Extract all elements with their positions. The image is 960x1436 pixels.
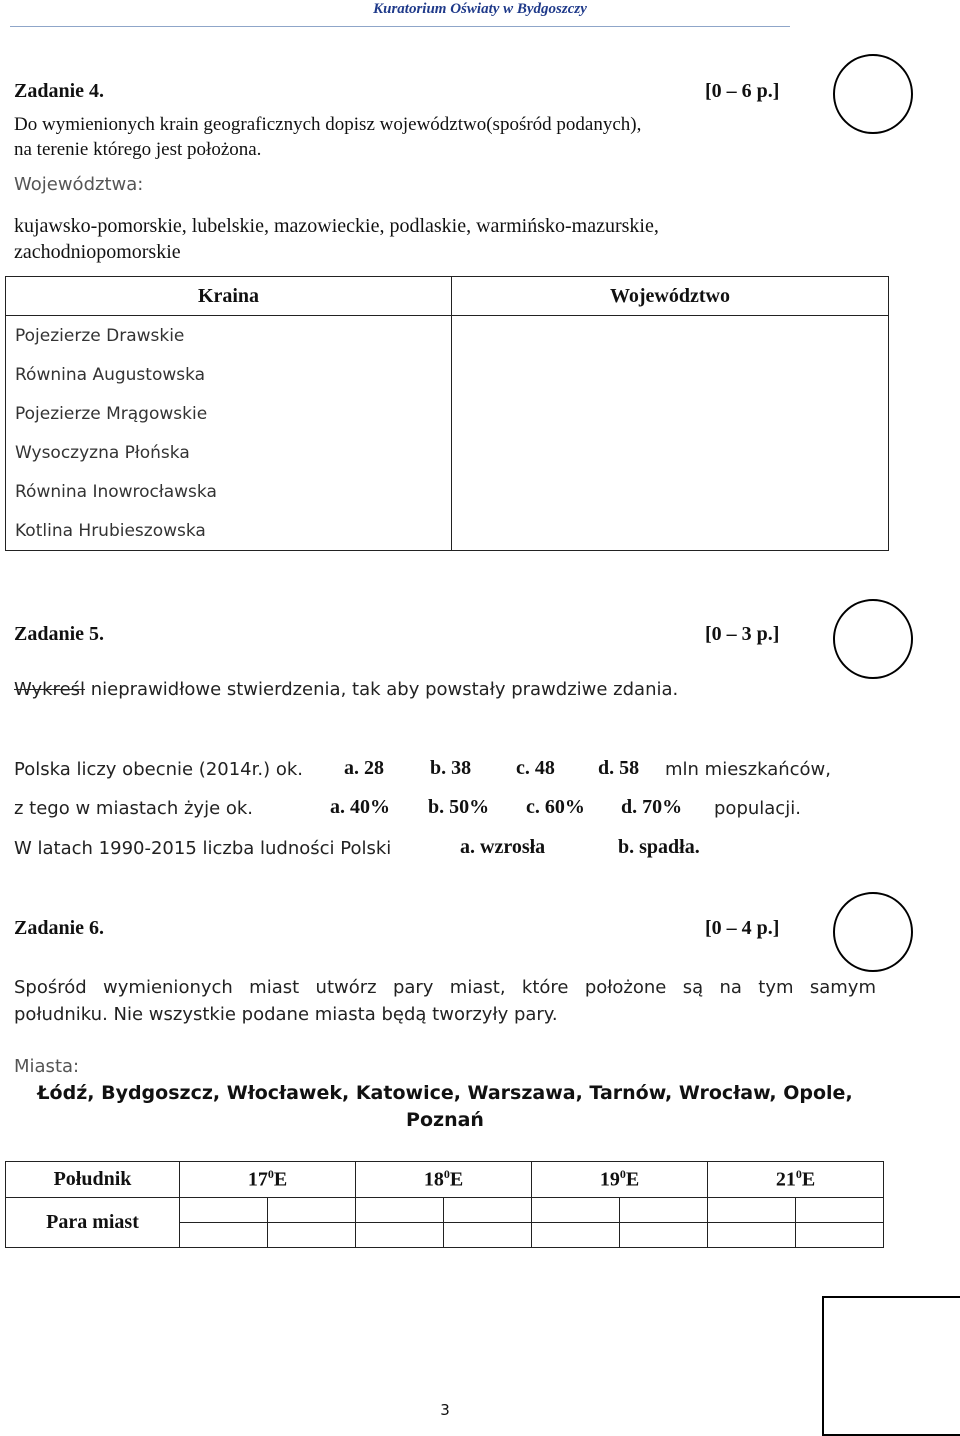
city-pair-answer-cell[interactable] <box>796 1198 884 1223</box>
region-cell: Kotlina Hrubieszowska <box>6 511 452 551</box>
statement2-option-c[interactable]: c. 60% <box>526 796 585 818</box>
region-cell: Równina Inowrocławska <box>6 472 452 511</box>
city-pair-answer-cell[interactable] <box>268 1198 356 1223</box>
strike-word: Wykreśl <box>14 679 86 700</box>
header-divider <box>10 26 790 27</box>
statement3-text: W latach 1990-2015 liczba ludności Polski <box>14 838 392 859</box>
statement2-option-b[interactable]: b. 50% <box>428 796 490 818</box>
statement1-option-d[interactable]: d. 58 <box>598 757 640 779</box>
task6-title: Zadanie 6. <box>14 917 105 939</box>
city-pair-answer-cell[interactable] <box>444 1223 532 1248</box>
statement1-option-c[interactable]: c. 48 <box>516 757 555 779</box>
city-pair-answer-cell[interactable] <box>796 1223 884 1248</box>
city-pair-answer-cell[interactable] <box>532 1198 620 1223</box>
city-pair-answer-cell[interactable] <box>444 1198 532 1223</box>
city-pair-answer-cell[interactable] <box>180 1198 268 1223</box>
voivodeship-answer-cell[interactable] <box>452 433 889 472</box>
region-cell: Pojezierze Drawskie <box>6 316 452 356</box>
region-cell: Pojezierze Mrągowskie <box>6 394 452 433</box>
meridians-table <box>5 1161 884 1248</box>
city-pair-answer-cell[interactable] <box>180 1223 268 1248</box>
city-pair-answer-cell[interactable] <box>356 1198 444 1223</box>
task4-instruction-line1: Do wymienionych krain geograficznych dopisz województwo(spośród podanych), <box>14 114 642 135</box>
task6-instruction-line1: Spośród wymienionych miast utwórz pary miast, które położone są na tym samym <box>14 977 876 998</box>
page-header: Kuratorium Oświaty w Bydgoszczy <box>373 1 587 17</box>
voivodeship-answer-cell[interactable] <box>452 511 889 551</box>
task6-cities-line2: Poznań <box>406 1109 484 1131</box>
voivodeship-answer-cell[interactable] <box>452 394 889 433</box>
voivodeship-answer-cell[interactable] <box>452 355 889 394</box>
statement1-option-a[interactable]: a. 28 <box>344 757 384 779</box>
regions-table <box>5 276 889 551</box>
task4-instruction-line2: na terenie którego jest położona. <box>14 139 262 160</box>
task4-voivodeships-line1: kujawsko-pomorskie, lubelskie, mazowieckie, podlaskie, warmińsko-mazurskie, <box>14 215 659 237</box>
statement1-text: Polska liczy obecnie (2014r.) ok. <box>14 759 304 780</box>
statement1-end: mln mieszkańców, <box>665 759 831 780</box>
score-circle-task6 <box>833 892 913 972</box>
region-cell: Wysoczyzna Płońska <box>6 433 452 472</box>
city-pair-answer-cell[interactable] <box>708 1198 796 1223</box>
meridian-header: $21^0E$ <box>708 1162 884 1198</box>
meridian-header: $19^0E$ <box>532 1162 708 1198</box>
row-header-city-pair: Para miast <box>6 1198 180 1248</box>
row-header-meridian: Południk <box>6 1162 180 1198</box>
voivodeship-answer-cell[interactable] <box>452 316 889 356</box>
statement2-option-d[interactable]: d. 70% <box>621 796 683 818</box>
meridian-header: $18^0E$ <box>356 1162 532 1198</box>
col-header-region: Kraina <box>6 277 452 316</box>
task4-points: [0 – 6 p.] <box>705 80 780 102</box>
city-pair-answer-cell[interactable] <box>268 1223 356 1248</box>
task4-title: Zadanie 4. <box>14 80 105 102</box>
task6-instruction-line2: południku. Nie wszystkie podane miasta będą tworzyły pary. <box>14 1004 558 1025</box>
col-header-voivodeship: Województwo <box>452 277 889 316</box>
statement3-option-a[interactable]: a. wzrosła <box>460 836 546 858</box>
statement2-text: z tego w miastach żyje ok. <box>14 798 254 819</box>
city-pair-answer-cell[interactable] <box>620 1223 708 1248</box>
task4-voivodeships-label: Województwa: <box>14 174 144 195</box>
city-pair-answer-cell[interactable] <box>620 1198 708 1223</box>
statement1-option-b[interactable]: b. 38 <box>430 757 472 779</box>
page-number: 3 <box>440 1401 450 1419</box>
task6-points: [0 – 4 p.] <box>705 917 780 939</box>
city-pair-answer-cell[interactable] <box>708 1223 796 1248</box>
region-cell: Równina Augustowska <box>6 355 452 394</box>
score-circle-task4 <box>833 54 913 134</box>
city-pair-answer-cell[interactable] <box>356 1223 444 1248</box>
task6-cities-label: Miasta: <box>14 1056 80 1077</box>
task5-instruction-rest: nieprawidłowe stwierdzenia, tak aby powstały prawdziwe zdania. <box>85 679 679 700</box>
task6-cities-line1: Łódź, Bydgoszcz, Włocławek, Katowice, Warszawa, Tarnów, Wrocław, Opole, <box>37 1082 853 1104</box>
task4-voivodeships-line2: zachodniopomorskie <box>14 241 181 263</box>
voivodeship-answer-cell[interactable] <box>452 472 889 511</box>
task5-title: Zadanie 5. <box>14 623 105 645</box>
city-pair-answer-cell[interactable] <box>532 1223 620 1248</box>
task5-points: [0 – 3 p.] <box>705 623 780 645</box>
task5-instruction <box>14 677 678 703</box>
statement3-option-b[interactable]: b. spadła. <box>618 836 700 858</box>
score-circle-task5 <box>833 599 913 679</box>
statement2-end: populacji. <box>714 798 801 819</box>
statement2-option-a[interactable]: a. 40% <box>330 796 390 818</box>
meridian-header: $17^0E$ <box>180 1162 356 1198</box>
